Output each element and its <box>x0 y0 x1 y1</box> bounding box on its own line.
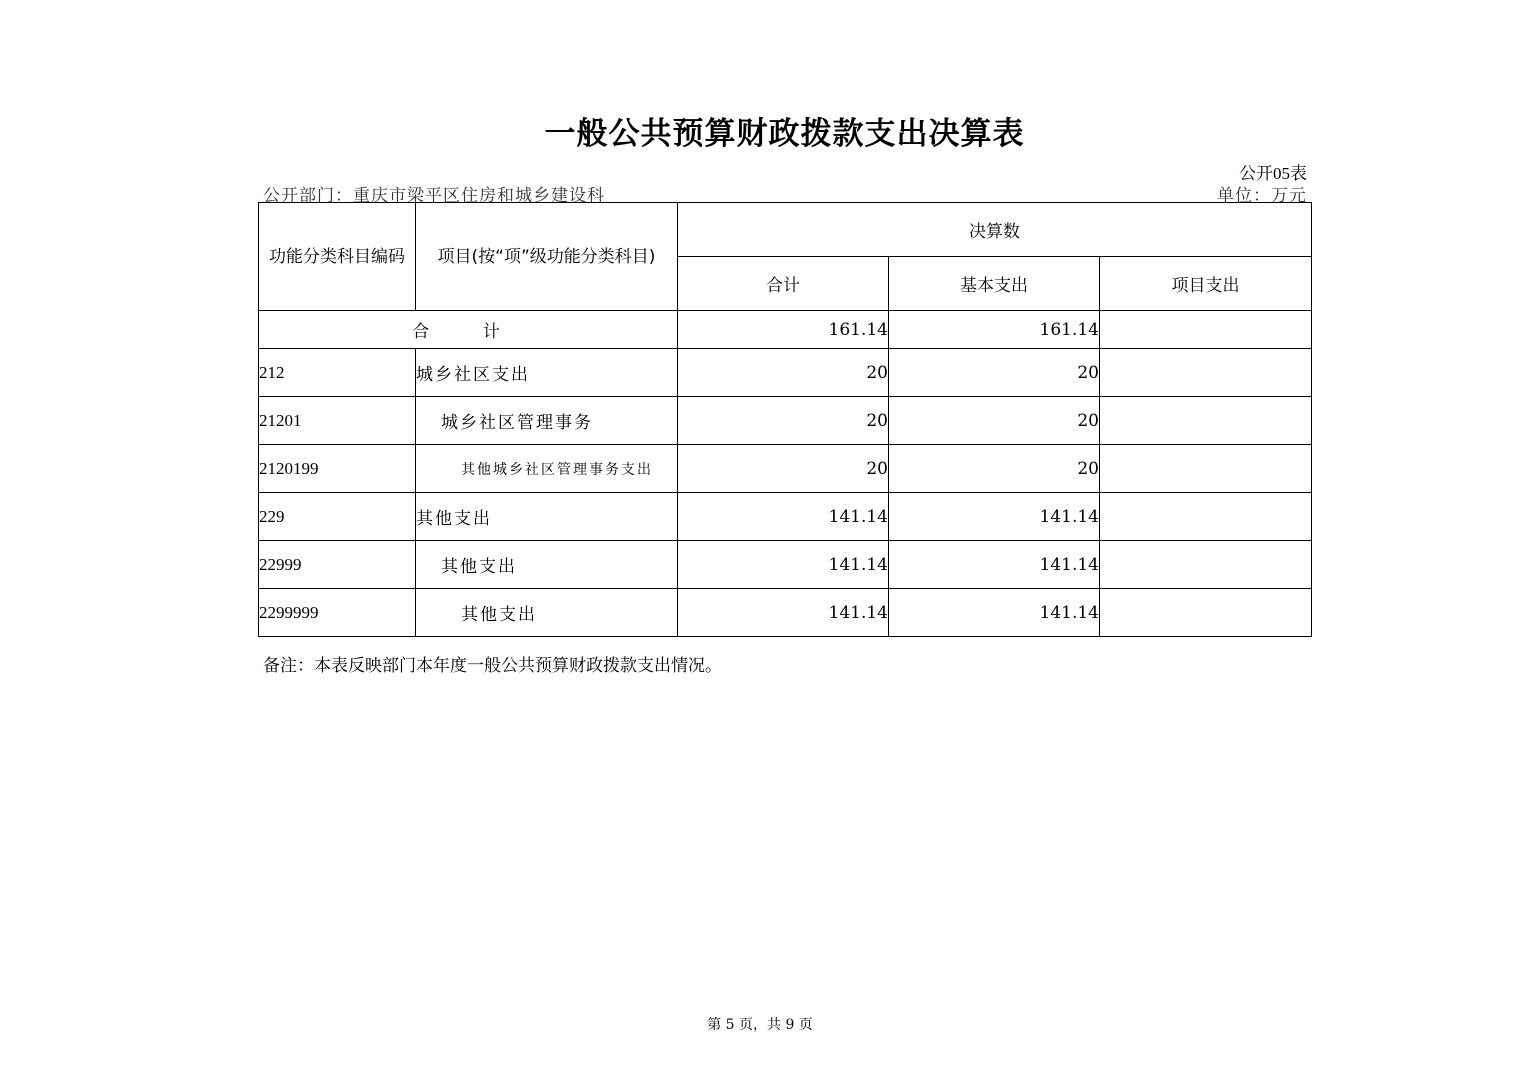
page-footer: 第 5 页，共 9 页 <box>707 1017 813 1033</box>
header-basic: 基本支出 <box>889 257 1100 311</box>
row-code: 21201 <box>259 397 416 445</box>
header-code: 功能分类科目编码 <box>259 203 416 311</box>
row-name: 城乡社区支出 <box>416 349 678 397</box>
row-name: 其他支出 <box>416 493 678 541</box>
table-row <box>259 349 1312 397</box>
header-final-amount: 决算数 <box>678 203 1312 257</box>
row-name: 其他城乡社区管理事务支出 <box>416 445 678 493</box>
form-number: 公开05表 <box>1239 164 1307 183</box>
row-total: 20 <box>678 397 889 445</box>
row-project <box>1100 397 1312 445</box>
report-title: 一般公共预算财政拨款支出决算表 <box>544 116 1025 152</box>
table-row <box>259 589 1312 637</box>
unit-label: 单位：万元 <box>1217 186 1307 206</box>
expenditure-table <box>258 202 1312 637</box>
header-project: 项目支出 <box>1100 257 1312 311</box>
header-name: 项目(按“项”级功能分类科目) <box>416 203 678 311</box>
table-row <box>259 541 1312 589</box>
row-code: 229 <box>259 493 416 541</box>
header-total: 合计 <box>678 257 889 311</box>
total-amount: 161.14 <box>678 311 889 349</box>
row-name: 其他支出 <box>416 589 678 637</box>
row-basic: 20 <box>889 445 1100 493</box>
table-note: 备注：本表反映部门本年度一般公共预算财政拨款支出情况。 <box>263 656 722 676</box>
table-row <box>259 493 1312 541</box>
total-basic: 161.14 <box>889 311 1100 349</box>
row-basic: 141.14 <box>889 541 1100 589</box>
row-total: 141.14 <box>678 541 889 589</box>
row-total: 141.14 <box>678 493 889 541</box>
row-code: 212 <box>259 349 416 397</box>
row-project <box>1100 541 1312 589</box>
row-project <box>1100 445 1312 493</box>
table-row <box>259 445 1312 493</box>
row-total: 20 <box>678 349 889 397</box>
department-label: 公开部门：重庆市梁平区住房和城乡建设科 <box>263 186 605 206</box>
row-basic: 141.14 <box>889 589 1100 637</box>
row-total: 20 <box>678 445 889 493</box>
row-basic: 20 <box>889 397 1100 445</box>
row-basic: 141.14 <box>889 493 1100 541</box>
row-code: 2120199 <box>259 445 416 493</box>
row-name: 其他支出 <box>416 541 678 589</box>
row-code: 22999 <box>259 541 416 589</box>
row-code: 2299999 <box>259 589 416 637</box>
row-project <box>1100 493 1312 541</box>
row-total: 141.14 <box>678 589 889 637</box>
total-label: 合 计 <box>259 311 678 349</box>
table-row <box>259 397 1312 445</box>
row-name: 城乡社区管理事务 <box>416 397 678 445</box>
total-row <box>259 311 1312 349</box>
row-project <box>1100 589 1312 637</box>
row-project <box>1100 349 1312 397</box>
total-project <box>1100 311 1312 349</box>
row-basic: 20 <box>889 349 1100 397</box>
